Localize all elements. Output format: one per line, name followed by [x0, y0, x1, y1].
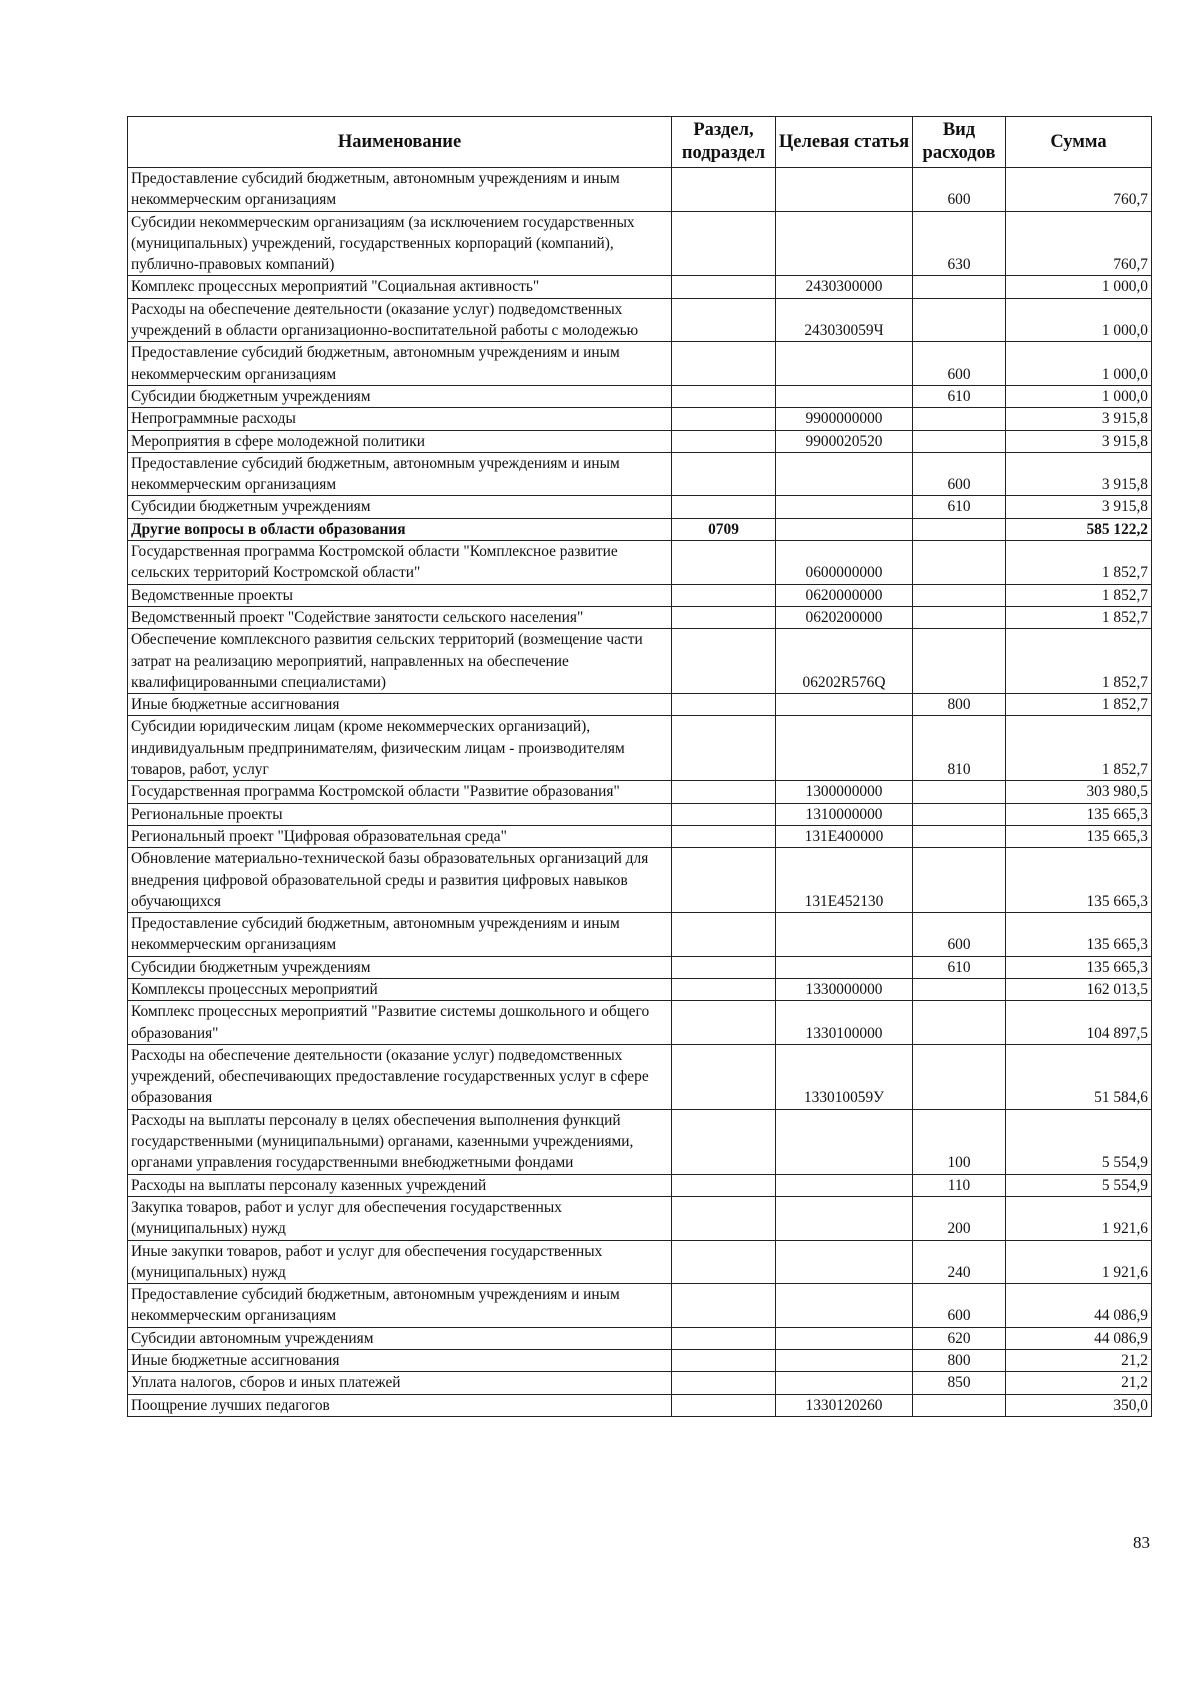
cell-name: Расходы на выплаты персоналу в целях обеспечения выполнения функций государственными (муниципальными) органами, казенными учреждениями, органами управления государственными внебюджетными фондами — [128, 1109, 672, 1174]
cell-type — [913, 1001, 1006, 1045]
cell-target — [776, 518, 913, 540]
header-section: Раздел, подраздел — [672, 117, 776, 168]
cell-section — [672, 1196, 776, 1240]
cell-type — [913, 1394, 1006, 1416]
cell-type: 800 — [913, 694, 1006, 716]
table-row — [128, 803, 1152, 825]
cell-name: Региональные проекты — [128, 803, 672, 825]
cell-section — [672, 1174, 776, 1196]
cell-type: 810 — [913, 716, 1006, 781]
cell-name: Закупка товаров, работ и услуг для обеспечения государственных (муниципальных) нужд — [128, 1196, 672, 1240]
cell-section — [672, 298, 776, 342]
cell-name: Расходы на обеспечение деятельности (оказание услуг) подведомственных учреждений в области организационно-воспитательной работы с молодежью — [128, 298, 672, 342]
cell-section — [672, 211, 776, 276]
cell-target: 2430300000 — [776, 276, 913, 298]
cell-target: 06202R576Q — [776, 629, 913, 694]
table-row — [128, 716, 1152, 781]
table-row — [128, 825, 1152, 847]
table-row — [128, 1350, 1152, 1372]
cell-type: 110 — [913, 1174, 1006, 1196]
cell-section — [672, 848, 776, 913]
table-row — [128, 1394, 1152, 1416]
table-row — [128, 168, 1152, 212]
cell-target — [776, 913, 913, 957]
cell-sum: 104 897,5 — [1006, 1001, 1152, 1045]
cell-sum: 1 852,7 — [1006, 694, 1152, 716]
cell-sum: 1 000,0 — [1006, 276, 1152, 298]
cell-sum: 3 915,8 — [1006, 408, 1152, 430]
cell-name: Субсидии бюджетным учреждениям — [128, 496, 672, 518]
cell-target: 131E452130 — [776, 848, 913, 913]
cell-name: Обновление материально-технической базы образовательных организаций для внедрения цифровой образовательной среды и развития цифровых навыков обучающихся — [128, 848, 672, 913]
cell-target: 0620000000 — [776, 584, 913, 606]
cell-target — [776, 1327, 913, 1349]
cell-type: 600 — [913, 913, 1006, 957]
cell-name: Расходы на выплаты персоналу казенных учреждений — [128, 1174, 672, 1196]
cell-section — [672, 956, 776, 978]
cell-type: 610 — [913, 956, 1006, 978]
cell-target: 0600000000 — [776, 541, 913, 585]
cell-section — [672, 1044, 776, 1109]
cell-sum: 1 921,6 — [1006, 1240, 1152, 1284]
table-row — [128, 1174, 1152, 1196]
table-row — [128, 1001, 1152, 1045]
cell-name: Государственная программа Костромской области "Комплексное развитие сельских территорий Костромской области" — [128, 541, 672, 585]
cell-section — [672, 694, 776, 716]
cell-target: 1310000000 — [776, 803, 913, 825]
cell-type: 630 — [913, 211, 1006, 276]
cell-target: 1300000000 — [776, 781, 913, 803]
cell-type: 240 — [913, 1240, 1006, 1284]
cell-sum: 3 915,8 — [1006, 496, 1152, 518]
cell-sum: 21,2 — [1006, 1350, 1152, 1372]
cell-target — [776, 452, 913, 496]
cell-type — [913, 408, 1006, 430]
cell-target: 0620200000 — [776, 606, 913, 628]
cell-sum: 162 013,5 — [1006, 978, 1152, 1000]
table-row — [128, 781, 1152, 803]
cell-sum: 1 000,0 — [1006, 385, 1152, 407]
table-row — [128, 1284, 1152, 1328]
table-row — [128, 629, 1152, 694]
cell-name: Мероприятия в сфере молодежной политики — [128, 430, 672, 452]
cell-target: 1330120260 — [776, 1394, 913, 1416]
cell-sum: 21,2 — [1006, 1372, 1152, 1394]
cell-type: 600 — [913, 168, 1006, 212]
cell-target — [776, 694, 913, 716]
cell-sum: 1 000,0 — [1006, 342, 1152, 386]
table-row — [128, 848, 1152, 913]
table-row — [128, 211, 1152, 276]
cell-sum: 5 554,9 — [1006, 1174, 1152, 1196]
cell-target: 133010059У — [776, 1044, 913, 1109]
cell-name: Субсидии автономным учреждениям — [128, 1327, 672, 1349]
cell-type: 850 — [913, 1372, 1006, 1394]
cell-section — [672, 342, 776, 386]
cell-sum: 1 852,7 — [1006, 606, 1152, 628]
cell-type — [913, 276, 1006, 298]
cell-target: 1330100000 — [776, 1001, 913, 1045]
cell-type: 600 — [913, 452, 1006, 496]
cell-section — [672, 716, 776, 781]
cell-type — [913, 1044, 1006, 1109]
table-row — [128, 298, 1152, 342]
cell-name: Региональный проект "Цифровая образовательная среда" — [128, 825, 672, 847]
cell-target: 1330000000 — [776, 978, 913, 1000]
cell-sum: 1 852,7 — [1006, 541, 1152, 585]
table-row — [128, 694, 1152, 716]
table-row — [128, 452, 1152, 496]
cell-name: Комплекс процессных мероприятий "Социальная активность" — [128, 276, 672, 298]
cell-name: Предоставление субсидий бюджетным, автономным учреждениям и иным некоммерческим организациям — [128, 342, 672, 386]
cell-type — [913, 430, 1006, 452]
cell-type: 620 — [913, 1327, 1006, 1349]
cell-name: Ведомственные проекты — [128, 584, 672, 606]
cell-name: Обеспечение комплексного развития сельских территорий (возмещение части затрат на реализацию мероприятий, направленных на обеспечение квалифицированными специалистами) — [128, 629, 672, 694]
cell-sum: 135 665,3 — [1006, 956, 1152, 978]
header-row — [128, 117, 1152, 168]
cell-section — [672, 1372, 776, 1394]
cell-name: Субсидии некоммерческим организациям (за исключением государственных (муниципальных) учреждений, государственных корпораций (компаний), публично-правовых компаний) — [128, 211, 672, 276]
cell-target — [776, 716, 913, 781]
cell-section — [672, 1001, 776, 1045]
cell-sum: 44 086,9 — [1006, 1327, 1152, 1349]
cell-target — [776, 1284, 913, 1328]
cell-name: Субсидии бюджетным учреждениям — [128, 385, 672, 407]
table-row — [128, 956, 1152, 978]
table-row — [128, 408, 1152, 430]
cell-section — [672, 1327, 776, 1349]
cell-section — [672, 276, 776, 298]
table-row — [128, 496, 1152, 518]
cell-section — [672, 541, 776, 585]
cell-type: 200 — [913, 1196, 1006, 1240]
cell-name: Непрограммные расходы — [128, 408, 672, 430]
cell-target — [776, 211, 913, 276]
cell-section — [672, 496, 776, 518]
cell-sum: 1 852,7 — [1006, 629, 1152, 694]
cell-section — [672, 1350, 776, 1372]
cell-sum: 3 915,8 — [1006, 452, 1152, 496]
cell-type — [913, 978, 1006, 1000]
cell-sum: 1 921,6 — [1006, 1196, 1152, 1240]
cell-type: 610 — [913, 496, 1006, 518]
cell-type — [913, 825, 1006, 847]
cell-section — [672, 606, 776, 628]
header-target: Целевая статья — [776, 117, 913, 168]
table-row — [128, 1327, 1152, 1349]
cell-name: Предоставление субсидий бюджетным, автономным учреждениям и иным некоммерческим организациям — [128, 452, 672, 496]
cell-section — [672, 629, 776, 694]
cell-section — [672, 1394, 776, 1416]
cell-section — [672, 913, 776, 957]
cell-target — [776, 342, 913, 386]
cell-target — [776, 1240, 913, 1284]
cell-section — [672, 1109, 776, 1174]
cell-target: 9900000000 — [776, 408, 913, 430]
cell-section — [672, 584, 776, 606]
cell-sum: 5 554,9 — [1006, 1109, 1152, 1174]
cell-name: Иные бюджетные ассигнования — [128, 1350, 672, 1372]
cell-name: Поощрение лучших педагогов — [128, 1394, 672, 1416]
cell-type — [913, 584, 1006, 606]
cell-section — [672, 168, 776, 212]
table-row — [128, 584, 1152, 606]
table-row — [128, 978, 1152, 1000]
cell-section — [672, 408, 776, 430]
table-row — [128, 385, 1152, 407]
cell-name: Государственная программа Костромской области "Развитие образования" — [128, 781, 672, 803]
cell-sum: 760,7 — [1006, 168, 1152, 212]
cell-target: 131E400000 — [776, 825, 913, 847]
cell-type: 610 — [913, 385, 1006, 407]
cell-section — [672, 978, 776, 1000]
cell-section — [672, 1284, 776, 1328]
table-row — [128, 606, 1152, 628]
cell-section — [672, 825, 776, 847]
cell-target: 243030059Ч — [776, 298, 913, 342]
cell-section — [672, 430, 776, 452]
cell-name: Иные закупки товаров, работ и услуг для обеспечения государственных (муниципальных) нужд — [128, 1240, 672, 1284]
cell-sum: 135 665,3 — [1006, 848, 1152, 913]
table-body — [128, 168, 1152, 1417]
table-row — [128, 913, 1152, 957]
cell-type — [913, 298, 1006, 342]
budget-table — [127, 116, 1152, 1417]
cell-target: 9900020520 — [776, 430, 913, 452]
table-row — [128, 276, 1152, 298]
table-row — [128, 1044, 1152, 1109]
cell-name: Предоставление субсидий бюджетным, автономным учреждениям и иным некоммерческим организациям — [128, 168, 672, 212]
cell-type — [913, 629, 1006, 694]
cell-sum: 135 665,3 — [1006, 825, 1152, 847]
cell-sum: 585 122,2 — [1006, 518, 1152, 540]
table-row — [128, 1196, 1152, 1240]
cell-name: Комплекс процессных мероприятий "Развитие системы дошкольного и общего образования" — [128, 1001, 672, 1045]
cell-sum: 1 000,0 — [1006, 298, 1152, 342]
cell-type — [913, 803, 1006, 825]
cell-sum: 135 665,3 — [1006, 803, 1152, 825]
table-row — [128, 1109, 1152, 1174]
header-sum: Сумма — [1006, 117, 1152, 168]
table-row — [128, 541, 1152, 585]
cell-name: Ведомственный проект "Содействие занятости сельского населения" — [128, 606, 672, 628]
table-row — [128, 430, 1152, 452]
cell-target — [776, 1196, 913, 1240]
cell-section — [672, 1240, 776, 1284]
cell-sum: 350,0 — [1006, 1394, 1152, 1416]
cell-section — [672, 452, 776, 496]
cell-target — [776, 496, 913, 518]
table-row — [128, 1372, 1152, 1394]
cell-sum: 44 086,9 — [1006, 1284, 1152, 1328]
cell-sum: 3 915,8 — [1006, 430, 1152, 452]
cell-name: Иные бюджетные ассигнования — [128, 694, 672, 716]
cell-type — [913, 848, 1006, 913]
table-row — [128, 1240, 1152, 1284]
header-name: Наименование — [128, 117, 672, 168]
cell-name: Субсидии бюджетным учреждениям — [128, 956, 672, 978]
cell-target — [776, 168, 913, 212]
cell-name: Уплата налогов, сборов и иных платежей — [128, 1372, 672, 1394]
cell-type: 600 — [913, 342, 1006, 386]
cell-target — [776, 385, 913, 407]
cell-target — [776, 1174, 913, 1196]
cell-target — [776, 1372, 913, 1394]
cell-type — [913, 541, 1006, 585]
cell-sum: 760,7 — [1006, 211, 1152, 276]
cell-type — [913, 781, 1006, 803]
cell-name: Предоставление субсидий бюджетным, автономным учреждениям и иным некоммерческим организациям — [128, 1284, 672, 1328]
cell-type: 800 — [913, 1350, 1006, 1372]
cell-name: Расходы на обеспечение деятельности (оказание услуг) подведомственных учреждений, обеспечивающих предоставление государственных услуг в сфере образования — [128, 1044, 672, 1109]
cell-section: 0709 — [672, 518, 776, 540]
cell-sum: 1 852,7 — [1006, 584, 1152, 606]
header-type: Вид расходов — [913, 117, 1006, 168]
cell-name: Комплексы процессных мероприятий — [128, 978, 672, 1000]
cell-section — [672, 385, 776, 407]
cell-type — [913, 606, 1006, 628]
cell-sum: 303 980,5 — [1006, 781, 1152, 803]
cell-type: 100 — [913, 1109, 1006, 1174]
cell-target — [776, 1109, 913, 1174]
cell-section — [672, 803, 776, 825]
cell-type: 600 — [913, 1284, 1006, 1328]
cell-name: Другие вопросы в области образования — [128, 518, 672, 540]
table-header — [128, 117, 1152, 168]
cell-sum: 1 852,7 — [1006, 716, 1152, 781]
cell-type — [913, 518, 1006, 540]
cell-sum: 135 665,3 — [1006, 913, 1152, 957]
cell-sum: 51 584,6 — [1006, 1044, 1152, 1109]
cell-target — [776, 956, 913, 978]
cell-name: Предоставление субсидий бюджетным, автономным учреждениям и иным некоммерческим организациям — [128, 913, 672, 957]
page-number: 83 — [1133, 1533, 1150, 1552]
cell-target — [776, 1350, 913, 1372]
cell-name: Субсидии юридическим лицам (кроме некоммерческих организаций), индивидуальным предпринимателям, физическим лицам - производителям товаров, работ, услуг — [128, 716, 672, 781]
cell-section — [672, 781, 776, 803]
table-row — [128, 518, 1152, 540]
table-row — [128, 342, 1152, 386]
